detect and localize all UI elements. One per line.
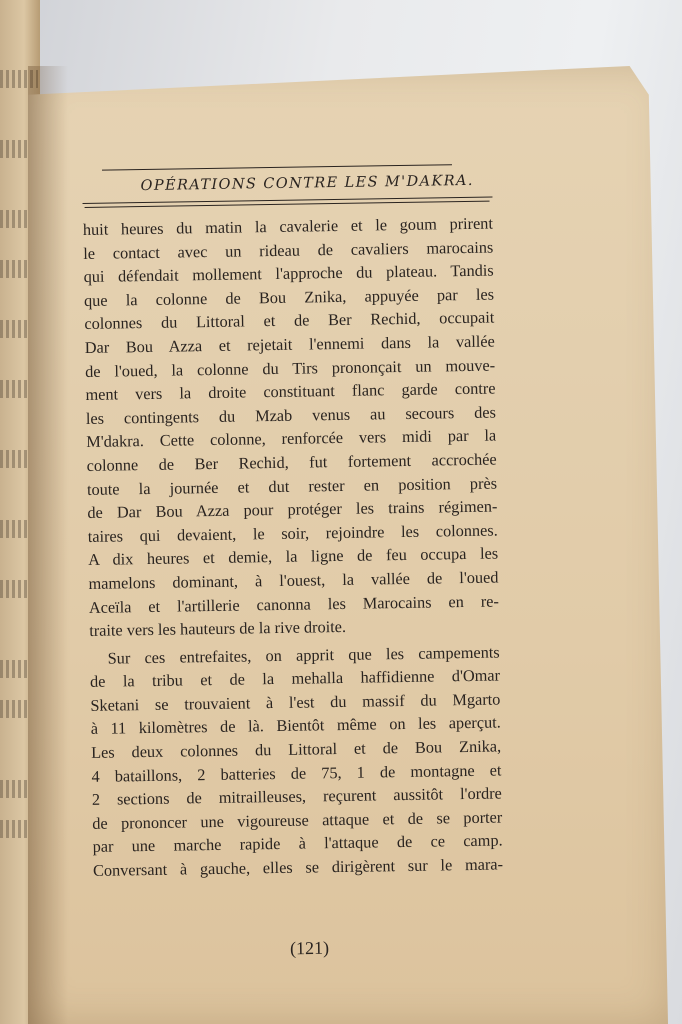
page-number: (121) — [289, 937, 330, 959]
text-line: huit heures du matin la cavalerie et le goum prirent — [82, 213, 494, 239]
text-line: de prononcer une vigoureuse attaque et de se porter — [92, 807, 503, 833]
text-line: Sur ces entrefaites, on apprit que les campements — [107, 642, 500, 668]
text-line: A dix heures et demie, la ligne de feu occupa les — [87, 543, 499, 570]
text-line: toute la journée et dut rester en position près — [86, 473, 498, 499]
text-line: colonne de Ber Rechid, fut fortement accrochée — [86, 449, 497, 475]
paragraph — [83, 211, 540, 643]
text-line: qui défendait mollement l'approche du plateau. Tandis — [83, 260, 494, 287]
text-line: que la colonne de Bou Znika, appuyée par les — [83, 284, 495, 310]
text-line: mamelons dominant, à l'ouest, la vallée de l'oued — [88, 567, 499, 593]
text-line: Les deux colonnes du Littoral et de Bou Znika, — [91, 736, 502, 762]
text-line: 2 sections de mitrailleuses, reçurent aussitôt l'ordre — [91, 783, 502, 810]
text-line: de Dar Bou Azza pour protéger les trains régimen- — [87, 496, 498, 523]
text-line: Sketani se trouvaient à l'est du massif du Mgarto — [90, 689, 501, 715]
paragraph — [89, 640, 543, 883]
running-title: OPÉRATIONS CONTRE LES M'DAKRA. — [140, 172, 475, 195]
text-line: M'dakra. Cette colonne, renforcée vers midi par la — [86, 425, 497, 452]
text-line: Aceïla et l'artillerie canonna les Marocains en re- — [88, 591, 499, 617]
text-line: de la tribu et de la mehalla haffidienne d'Omar — [89, 665, 501, 692]
text-line: Dar Bou Azza et rejetait l'ennemi dans la vallée — [84, 331, 495, 357]
text-line: ment vers la droite constituant flanc garde contre — [85, 378, 496, 405]
text-line: 4 bataillons, 2 batteries de 75, 1 de montagne et — [91, 760, 502, 786]
text-line: colonnes du Littoral et de Ber Rechid, occupait — [84, 307, 495, 334]
text-line: par une marche rapide à l'attaque de ce camp. — [92, 830, 503, 857]
page-content — [82, 163, 543, 883]
text-line: de l'oued, la colonne du Tirs prononçait un mouve- — [85, 355, 496, 381]
text-line: traite vers les hauteurs de la rive droite. — [89, 617, 347, 641]
text-line: taires qui devaient, le soir, rejoindre les colonnes. — [87, 520, 498, 546]
text-line: Conversant à gauche, elles se dirigèrent sur le mara- — [92, 854, 504, 880]
text-line: le contact avec un rideau de cavaliers marocains — [83, 237, 494, 263]
text-line: à 11 kilomètres de là. Bientôt même on les aperçut. — [90, 712, 501, 739]
text-line: les contingents du Mzab venus au secours des — [85, 402, 496, 428]
body-text — [83, 211, 543, 883]
